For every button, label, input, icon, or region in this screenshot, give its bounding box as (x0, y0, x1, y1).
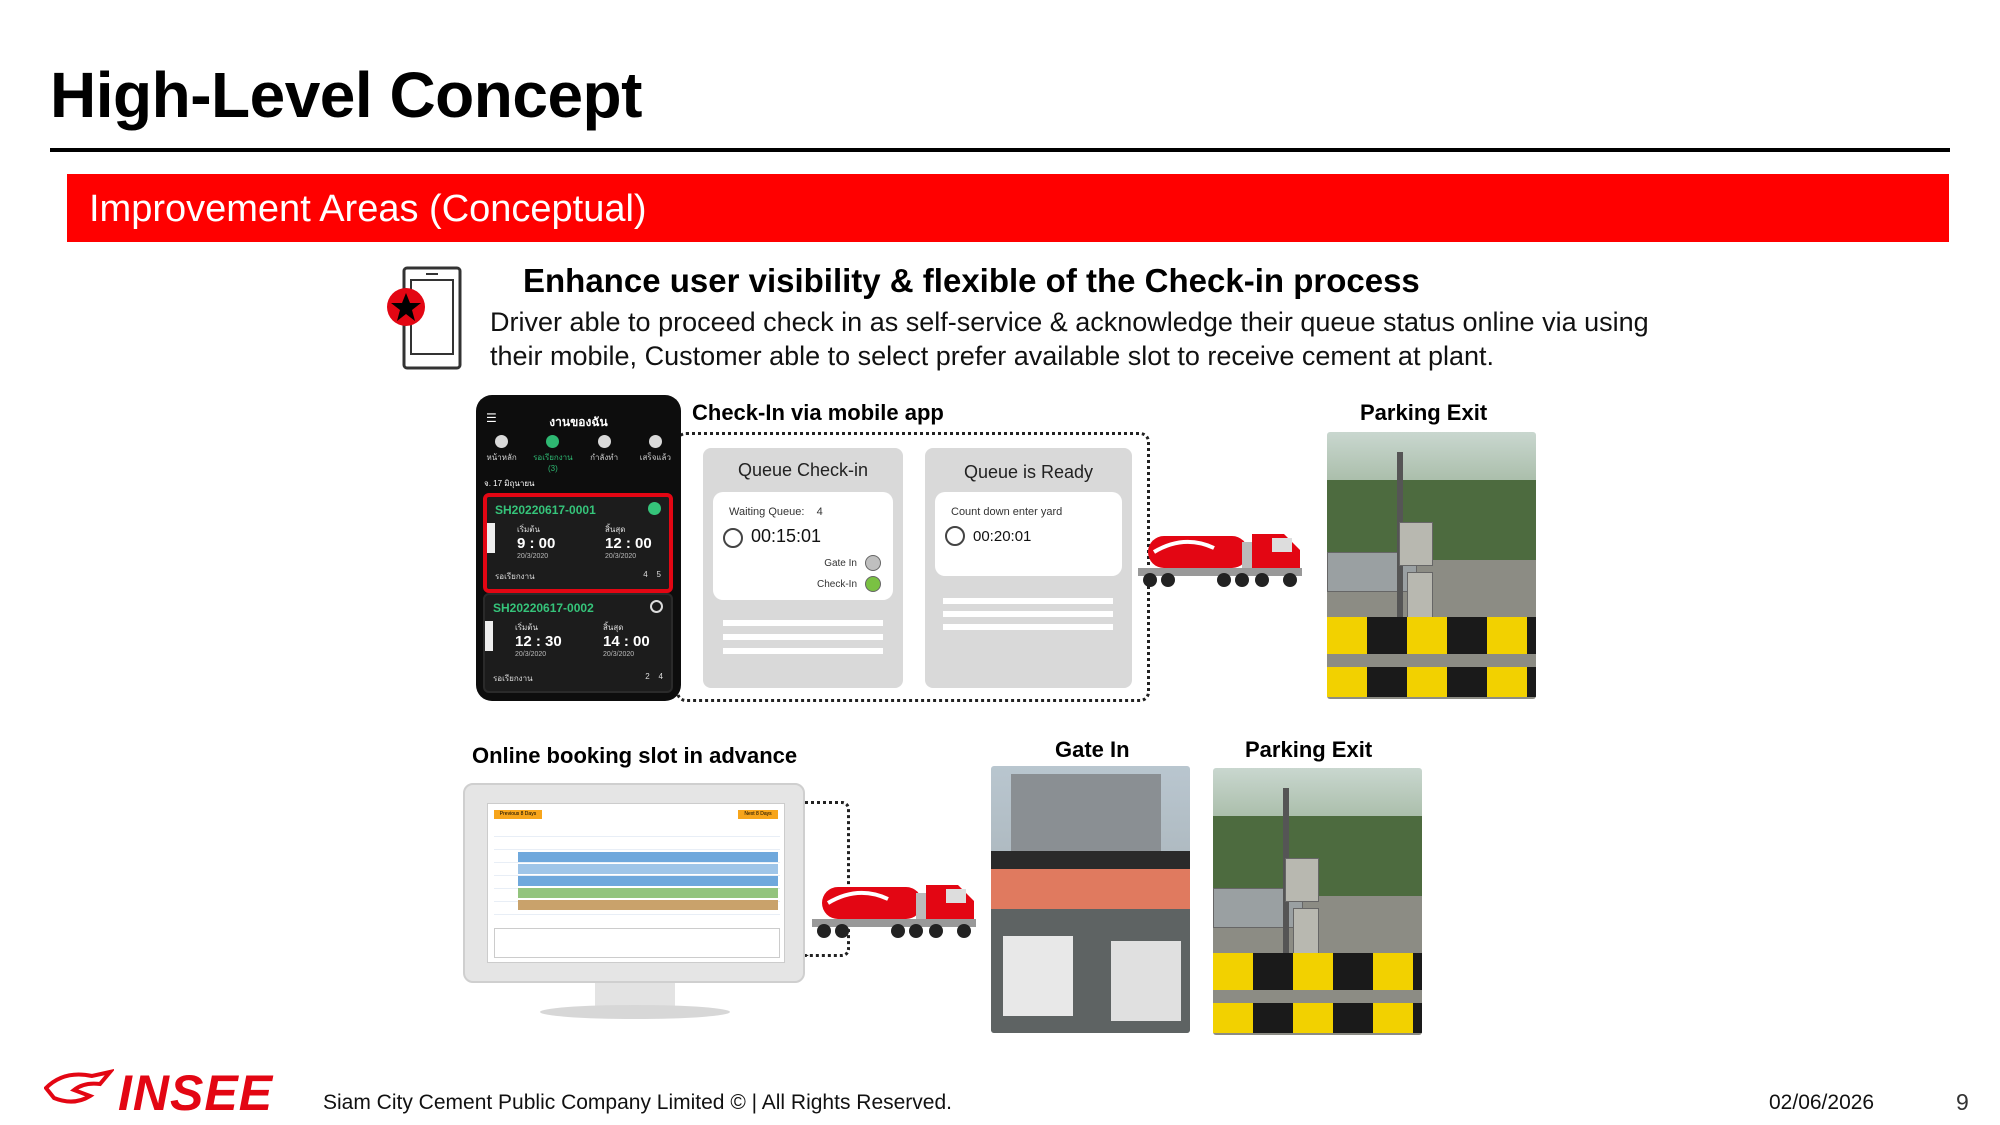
checkin-timer: 00:15:01 (751, 526, 822, 546)
queue-checkin-title: Queue Check-in (737, 460, 869, 480)
phone-nav-done: เสร็จแล้ว (631, 435, 679, 473)
placeholder-line (723, 634, 883, 640)
placeholder-line (943, 611, 1113, 617)
queue-checkin-screen (703, 448, 903, 688)
section-banner (67, 174, 1949, 242)
caption-parking-exit-top: Parking Exit (1360, 400, 1488, 425)
title-divider (50, 148, 1950, 152)
page-number: 9 (1956, 1089, 1969, 1115)
queue-ready-title: Queue is Ready (963, 462, 1094, 482)
card-tag (487, 523, 495, 553)
waiting-icon (546, 435, 559, 448)
mobile-phone-star-icon (384, 266, 464, 372)
end-label: สิ้นสุด (603, 623, 624, 632)
placeholder-line (943, 598, 1113, 604)
footer-copyright: Siam City Cement Public Company Limited © | All Rights Reserved. (323, 1091, 952, 1114)
count-a: 4 (643, 570, 648, 579)
phone-date: จ. 17 มิถุนายน (484, 479, 535, 488)
job-id: SH20220617-0002 (493, 601, 594, 615)
home-icon (495, 435, 508, 448)
start-date: 20/3/2020 (517, 553, 549, 560)
checkin-status-label: Check-In (816, 579, 857, 590)
countdown-label: Count down enter yard (951, 506, 1063, 518)
phone-nav-home: หน้าหลัก (478, 435, 526, 473)
feature-description: Driver able to proceed check in as self-service & acknowledge their queue status online via using their mobile, Customer able to select prefer available slot to receive cement at plant. (490, 307, 1649, 371)
gate-in-status-label: Gate In (824, 558, 857, 569)
queue-ready-screen (925, 448, 1132, 688)
phone-title: งานของฉัน (549, 415, 608, 429)
end-label: สิ้นสุด (605, 525, 626, 534)
gate-in-photo (991, 766, 1190, 1033)
parking-exit-photo (1213, 768, 1422, 1035)
checkin-status-dot (865, 576, 881, 592)
queue-ready-card (935, 492, 1122, 576)
count-b: 4 (658, 672, 663, 681)
caption-online-booking: Online booking slot in advance (472, 743, 798, 768)
start-time: 9 : 00 (517, 535, 556, 552)
caption-gate-in: Gate In (1055, 737, 1130, 762)
count-b: 5 (656, 570, 661, 579)
previous-days-button: Previous 8 Days (494, 810, 542, 819)
sync-icon (650, 600, 663, 613)
feature-heading: Enhance user visibility & flexible of the Check-in process (523, 262, 1420, 299)
ready-timer: 00:20:01 (973, 528, 1032, 545)
cement-truck-icon (1134, 522, 1306, 594)
end-time: 14 : 00 (603, 633, 650, 650)
refresh-icon (598, 435, 611, 448)
footer-date: 02/06/2026 (1769, 1091, 1875, 1114)
check-icon (648, 502, 661, 515)
waiting-queue: Waiting Queue: 4 (729, 506, 823, 518)
queue-checkin-card (713, 492, 893, 600)
job-card (483, 493, 673, 593)
section-banner-label: Improvement Areas (Conceptual) (89, 188, 647, 230)
mobile-app-screenshot (476, 395, 681, 701)
card-tag (485, 621, 493, 651)
booking-monitor (463, 783, 805, 983)
caption-checkin-app: Check-In via mobile app (692, 400, 944, 425)
placeholder-line (943, 624, 1113, 630)
parking-exit-photo (1327, 432, 1536, 699)
start-label: เริ่มต้น (517, 525, 540, 534)
gate-in-status-dot (865, 555, 881, 571)
placeholder-line (723, 620, 883, 626)
phone-nav-in-progress: กำลังทำ (580, 435, 628, 473)
card-status: รอเรียกงาน (495, 572, 535, 581)
end-date: 20/3/2020 (605, 553, 637, 560)
caption-parking-exit-bottom: Parking Exit (1245, 737, 1373, 762)
job-card (483, 593, 673, 693)
card-footer (493, 672, 663, 685)
clock-icon (945, 526, 965, 546)
start-time: 12 : 30 (515, 633, 562, 650)
start-label: เริ่มต้น (515, 623, 538, 632)
slide-title: High-Level Concept (50, 59, 642, 131)
insee-logo (44, 1065, 294, 1121)
monitor-base (540, 1005, 730, 1019)
count-a: 2 (645, 672, 650, 681)
placeholder-line (723, 648, 883, 654)
phone-nav (476, 435, 681, 473)
start-date: 20/3/2020 (515, 651, 547, 658)
card-status: รอเรียกงาน (493, 674, 533, 683)
booking-screen (487, 803, 785, 963)
cement-truck-icon (808, 873, 980, 945)
card-footer (495, 570, 661, 583)
eagle-icon (44, 1066, 114, 1116)
flag-icon (649, 435, 662, 448)
logo-text: INSEE (118, 1065, 274, 1121)
next-days-button: Next 8 Days (738, 810, 778, 819)
job-id: SH20220617-0001 (495, 503, 596, 517)
clock-icon (723, 528, 743, 548)
end-date: 20/3/2020 (603, 651, 635, 658)
end-time: 12 : 00 (605, 535, 652, 552)
menu-icon: ☰ (486, 411, 497, 425)
phone-nav-waiting: รอเรียกงาน (3) (529, 435, 577, 473)
